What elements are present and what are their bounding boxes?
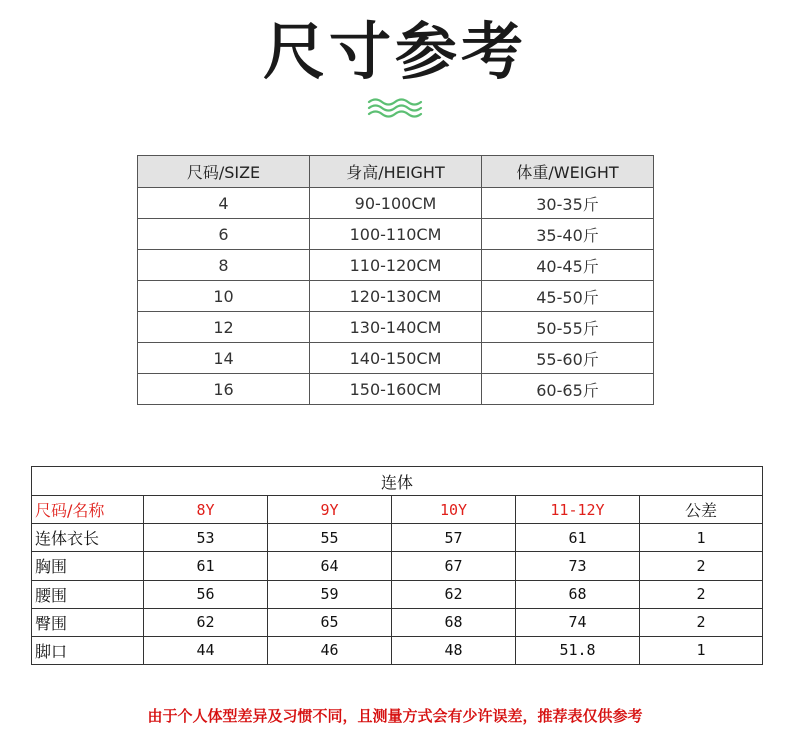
value-cell: 67 <box>392 552 516 580</box>
table-row <box>32 524 763 552</box>
table-row <box>138 250 654 281</box>
table-row <box>138 343 654 374</box>
table-row <box>138 374 654 405</box>
size-reference-table <box>137 155 654 405</box>
size-table-header-row <box>138 156 654 188</box>
table-row <box>138 219 654 250</box>
value-cell: 65 <box>268 608 392 636</box>
size-name-header-cell: 尺码/名称 <box>32 496 144 524</box>
size-cell: 12 <box>138 312 310 343</box>
table-row <box>32 608 763 636</box>
size-11-12y-header-cell: 11-12Y <box>516 496 640 524</box>
value-cell: 48 <box>392 636 516 664</box>
value-cell: 64 <box>268 552 392 580</box>
tolerance-header-cell: 公差 <box>640 496 763 524</box>
value-cell: 61 <box>144 552 268 580</box>
size-cell: 4 <box>138 188 310 219</box>
size-9y-header-cell: 9Y <box>268 496 392 524</box>
height-cell: 130-140CM <box>310 312 482 343</box>
row-label-cell: 脚口 <box>32 636 144 664</box>
page-title: 尺寸参考 <box>262 15 527 88</box>
row-label-cell: 胸围 <box>32 552 144 580</box>
size-8y-header-cell: 8Y <box>144 496 268 524</box>
table-row <box>32 580 763 608</box>
value-cell: 68 <box>392 608 516 636</box>
weight-cell: 45-50斤 <box>482 281 654 312</box>
row-label-cell: 腰围 <box>32 580 144 608</box>
weight-header-cell: 体重/WEIGHT <box>482 156 654 188</box>
height-cell: 110-120CM <box>310 250 482 281</box>
value-cell: 51.8 <box>516 636 640 664</box>
value-cell: 55 <box>268 524 392 552</box>
weight-cell: 30-35斤 <box>482 188 654 219</box>
weight-cell: 40-45斤 <box>482 250 654 281</box>
disclaimer-note: 由于个人体型差异及习惯不同，且测量方式会有少许误差，推荐表仅供参考 <box>147 707 643 725</box>
row-label-cell: 臀围 <box>32 608 144 636</box>
tolerance-cell: 2 <box>640 552 763 580</box>
size-cell: 6 <box>138 219 310 250</box>
tolerance-cell: 1 <box>640 524 763 552</box>
measurement-table <box>31 466 763 665</box>
measurement-caption-row <box>32 467 763 496</box>
height-cell: 90-100CM <box>310 188 482 219</box>
height-cell: 150-160CM <box>310 374 482 405</box>
size-header-cell: 尺码/SIZE <box>138 156 310 188</box>
table-row <box>32 552 763 580</box>
value-cell: 44 <box>144 636 268 664</box>
height-header-cell: 身高/HEIGHT <box>310 156 482 188</box>
height-cell: 120-130CM <box>310 281 482 312</box>
value-cell: 46 <box>268 636 392 664</box>
table-row <box>138 312 654 343</box>
height-cell: 140-150CM <box>310 343 482 374</box>
size-cell: 8 <box>138 250 310 281</box>
tolerance-cell: 2 <box>640 580 763 608</box>
value-cell: 57 <box>392 524 516 552</box>
tolerance-cell: 2 <box>640 608 763 636</box>
value-cell: 62 <box>392 580 516 608</box>
table-row <box>32 636 763 664</box>
value-cell: 68 <box>516 580 640 608</box>
size-cell: 14 <box>138 343 310 374</box>
weight-cell: 55-60斤 <box>482 343 654 374</box>
size-10y-header-cell: 10Y <box>392 496 516 524</box>
value-cell: 53 <box>144 524 268 552</box>
wave-decoration-icon <box>367 96 425 120</box>
size-cell: 16 <box>138 374 310 405</box>
size-cell: 10 <box>138 281 310 312</box>
weight-cell: 50-55斤 <box>482 312 654 343</box>
value-cell: 74 <box>516 608 640 636</box>
table-row <box>138 281 654 312</box>
value-cell: 59 <box>268 580 392 608</box>
measurement-header-row <box>32 496 763 524</box>
table-row <box>138 188 654 219</box>
value-cell: 61 <box>516 524 640 552</box>
tolerance-cell: 1 <box>640 636 763 664</box>
value-cell: 62 <box>144 608 268 636</box>
table-caption: 连体 <box>32 467 763 496</box>
height-cell: 100-110CM <box>310 219 482 250</box>
row-label-cell: 连体衣长 <box>32 524 144 552</box>
value-cell: 56 <box>144 580 268 608</box>
value-cell: 73 <box>516 552 640 580</box>
weight-cell: 35-40斤 <box>482 219 654 250</box>
weight-cell: 60-65斤 <box>482 374 654 405</box>
